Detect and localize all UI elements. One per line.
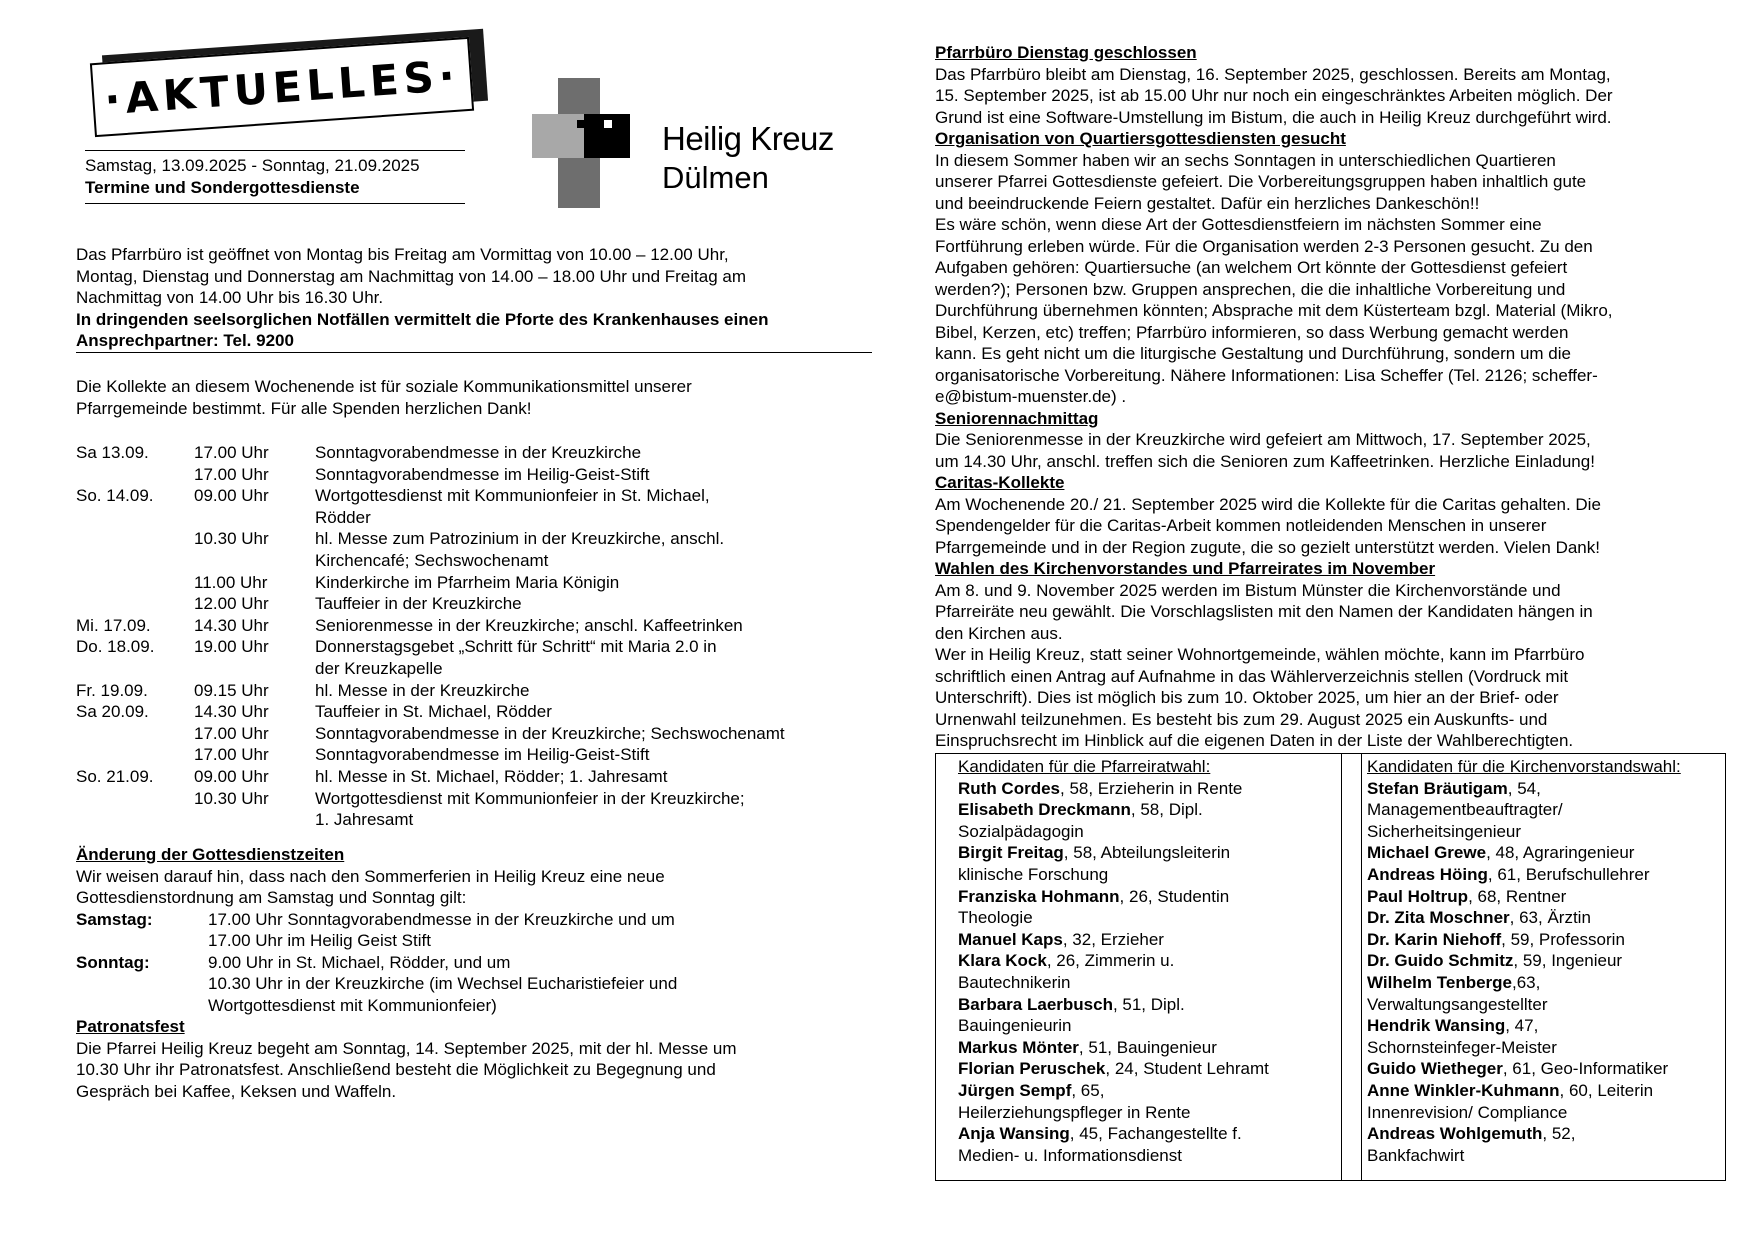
candidate-details: klinische Forschung bbox=[958, 864, 1109, 884]
aenderung-row bbox=[76, 930, 876, 952]
candidate-line bbox=[958, 1145, 1318, 1167]
right-column bbox=[935, 42, 1725, 752]
patronat-line: Die Pfarrei Heilig Kreuz begeht am Sonntag, 14. September 2025, mit der hl. Messe um bbox=[76, 1038, 737, 1058]
candidate-name: Jürgen Sempf bbox=[958, 1080, 1072, 1100]
schedule-text: Wortgottesdienst mit Kommunionfeier in der Kreuzkirche; bbox=[315, 788, 745, 808]
candidate-name: Anne Winkler-Kuhmann bbox=[1367, 1080, 1560, 1100]
notice-line: e@bistum-muenster.de) . bbox=[935, 387, 1127, 406]
candidate-details: , 58, Abteilungsleiterin bbox=[1063, 843, 1231, 863]
schedule-row bbox=[76, 464, 876, 486]
candidate-details: Sicherheitsingenieur bbox=[1367, 821, 1522, 841]
candidate-details: Bautechnikerin bbox=[958, 972, 1071, 992]
schedule-time: 09.00 Uhr bbox=[194, 766, 269, 786]
aenderung-day-label bbox=[76, 973, 208, 995]
notice-line: und beeindruckende Feiern gestaltet. Dafür ein herzliches Dankeschön!! bbox=[935, 193, 1480, 213]
notice-line: Bibel, Kerzen, etc) treffen; Pfarrbüro informieren, so dass Werbung gemacht werden bbox=[935, 322, 1569, 342]
notice-title: Caritas-Kollekte bbox=[935, 473, 1065, 492]
schedule-row bbox=[76, 788, 876, 810]
schedule-text: Sonntagvorabendmesse in der Kreuzkirche bbox=[315, 443, 642, 462]
notice-line: den Kirchen aus. bbox=[935, 623, 1063, 643]
schedule-row bbox=[76, 442, 876, 464]
schedule-text: der Kreuzkapelle bbox=[315, 658, 443, 678]
notice-line: Aufgaben gehören: Quartiersuche (an welchem Ort könnte der Gottesdienst gefeiert bbox=[935, 258, 1568, 277]
candidate-details: , 51, Bauingenieur bbox=[1078, 1037, 1217, 1057]
aenderung-text: 10.30 Uhr in der Kreuzkirche (im Wechsel Eucharistiefeier und bbox=[208, 974, 678, 994]
candidate-line bbox=[1367, 1080, 1717, 1102]
candidate-details: , 26, Zimmerin u. bbox=[1046, 951, 1175, 971]
office-hours bbox=[76, 244, 876, 353]
emergency-line: Ansprechpartner: Tel. 9200 bbox=[76, 331, 294, 350]
notice-title: Organisation von Quartiersgottesdiensten gesucht bbox=[935, 129, 1346, 148]
candidate-name: Michael Grewe bbox=[1367, 843, 1487, 863]
candidate-line bbox=[1367, 1145, 1717, 1167]
candidate-details: , 60, Leiterin bbox=[1559, 1080, 1654, 1100]
notice-line: In diesem Sommer haben wir an sechs Sonntagen in unterschiedlichen Quartieren bbox=[935, 150, 1556, 170]
candidate-line bbox=[1367, 821, 1717, 843]
schedule-day bbox=[76, 723, 194, 745]
candidate-details: , 48, Agraringenieur bbox=[1486, 843, 1635, 863]
candidate-details: Heilerziehungspfleger in Rente bbox=[958, 1102, 1191, 1122]
candidate-line bbox=[1367, 886, 1717, 908]
office-hours-line: Nachmittag von 14.00 Uhr bis 16.30 Uhr. bbox=[76, 288, 384, 307]
notice-line: Fortführung erleben würde. Für die Organisation werden 2-3 Personen gesucht. Zu den bbox=[935, 236, 1593, 256]
candidate-line bbox=[1367, 907, 1717, 929]
aenderung-text: 9.00 Uhr in St. Michael, Rödder, und um bbox=[208, 952, 511, 972]
candidate-name: Andreas Höing bbox=[1367, 864, 1488, 884]
candidate-name: Dr. Karin Niehoff bbox=[1367, 929, 1502, 949]
aenderung-day-label: Sonntag: bbox=[76, 952, 150, 972]
candidate-line bbox=[958, 864, 1318, 886]
cross-logo-icon bbox=[532, 78, 652, 208]
schedule-time: 17.00 Uhr bbox=[194, 723, 269, 743]
aenderung-title: Änderung der Gottesdienstzeiten bbox=[76, 845, 345, 864]
candidate-line bbox=[958, 1037, 1318, 1059]
schedule-time bbox=[194, 507, 315, 529]
candidate-details: , 32, Erzieher bbox=[1062, 929, 1164, 949]
notice-line: kann. Es geht nicht um die liturgische Gestaltung und Durchführung, sondern um die bbox=[935, 344, 1571, 363]
candidate-line bbox=[958, 886, 1318, 908]
schedule-day: Mi. 17.09. bbox=[76, 615, 151, 635]
date-range-box bbox=[85, 150, 465, 204]
schedule-day bbox=[76, 593, 194, 615]
candidate-details: , 47, bbox=[1505, 1016, 1539, 1036]
aenderung-row bbox=[76, 909, 876, 931]
candidate-name: Hendrik Wansing bbox=[1367, 1016, 1506, 1036]
logo-city: Dülmen bbox=[662, 160, 769, 195]
schedule-row bbox=[76, 658, 876, 680]
notice-line: unserer Pfarrei Gottesdienste gefeiert. Die Vorbereitungsgruppen haben inhaltlich gute bbox=[935, 172, 1587, 191]
notice-line: Am 8. und 9. November 2025 werden im Bistum Münster die Kirchenvorstände und bbox=[935, 580, 1561, 600]
notice-line: Pfarreiräte neu gewählt. Die Vorschlagslisten mit den Namen der Kandidaten hängen in bbox=[935, 602, 1593, 621]
schedule-time: 14.30 Uhr bbox=[194, 702, 269, 722]
schedule-time: 10.30 Uhr bbox=[194, 788, 269, 808]
aenderung-intro-line: Wir weisen darauf hin, dass nach den Sommerferien in Heilig Kreuz eine neue bbox=[76, 866, 665, 886]
notice-section bbox=[935, 408, 1725, 473]
candidate-line bbox=[958, 972, 1318, 994]
kirchenvorstand-candidates bbox=[1367, 756, 1717, 1166]
schedule-day bbox=[76, 744, 194, 766]
candidate-line bbox=[1367, 1123, 1717, 1145]
schedule-time: 14.30 Uhr bbox=[194, 615, 269, 635]
table-divider bbox=[1361, 754, 1362, 1180]
candidate-details: , 26, Studentin bbox=[1119, 886, 1230, 906]
candidate-details: , 61, Berufschullehrer bbox=[1487, 864, 1650, 884]
candidate-details: Schornsteinfeger-Meister bbox=[1367, 1037, 1557, 1057]
schedule-time: 17.00 Uhr bbox=[194, 464, 269, 484]
schedule-time bbox=[194, 658, 315, 680]
candidate-line bbox=[1367, 1037, 1717, 1059]
stamp-text: ·AKTUELLES· bbox=[102, 50, 462, 124]
schedule-time: 09.15 Uhr bbox=[194, 680, 269, 700]
notice-line: Urnenwahl teilzunehmen. Es besteht bis zum 29. August 2025 ein Auskunfts- und bbox=[935, 709, 1548, 729]
candidate-details: , 68, Rentner bbox=[1468, 886, 1567, 906]
candidate-line bbox=[1367, 778, 1717, 800]
candidate-details: , 54, bbox=[1507, 778, 1541, 798]
notice-line: Grund ist eine Software-Umstellung im Bistum, die auch in Heilig Kreuz durchgeführt wird. bbox=[935, 107, 1612, 127]
patronat-line: Gespräch bei Kaffee, Keksen und Waffeln. bbox=[76, 1081, 397, 1101]
schedule-text: Sonntagvorabendmesse im Heilig-Geist-Stift bbox=[315, 745, 650, 765]
candidate-line bbox=[1367, 929, 1717, 951]
candidate-details: , 58, Dipl. bbox=[1130, 800, 1203, 820]
candidate-line bbox=[958, 1015, 1318, 1037]
candidate-details: , 24, Student Lehramt bbox=[1105, 1059, 1269, 1079]
candidate-name: Andreas Wohlgemuth bbox=[1367, 1124, 1543, 1144]
aenderung-text: 17.00 Uhr Sonntagvorabendmesse in der Kreuzkirche und um bbox=[208, 909, 675, 929]
notice-line: 15. September 2025, ist ab 15.00 Uhr nur noch ein eingeschränktes Arbeiten möglich. Der bbox=[935, 86, 1613, 105]
schedule-day: Sa 13.09. bbox=[76, 443, 149, 462]
candidate-line bbox=[1367, 950, 1717, 972]
service-schedule bbox=[76, 442, 876, 831]
parish-logo bbox=[532, 78, 872, 208]
notice-line: schriftlich einen Antrag auf Aufnahme in das Wählerverzeichnis stellen (Vordruck mit bbox=[935, 666, 1569, 686]
schedule-day: Sa 20.09. bbox=[76, 702, 149, 722]
logo-name: Heilig Kreuz bbox=[662, 120, 834, 157]
notice-title: Seniorennachmittag bbox=[935, 408, 1099, 428]
schedule-row bbox=[76, 636, 876, 658]
notice-line: Die Seniorenmesse in der Kreuzkirche wird gefeiert am Mittwoch, 17. September 2025, bbox=[935, 430, 1591, 449]
schedule-row bbox=[76, 766, 876, 788]
patronat-title: Patronatsfest bbox=[76, 1017, 185, 1037]
kollekte-notice bbox=[76, 376, 876, 419]
schedule-text: Seniorenmesse in der Kreuzkirche; anschl. Kaffeetrinken bbox=[315, 615, 743, 635]
candidate-name: Elisabeth Dreckmann bbox=[958, 800, 1131, 820]
schedule-time bbox=[194, 809, 315, 831]
schedule-day: So. 21.09. bbox=[76, 766, 154, 786]
candidate-line bbox=[1367, 972, 1717, 994]
candidate-line bbox=[958, 994, 1318, 1016]
candidate-line bbox=[958, 929, 1318, 951]
candidate-name: Stefan Bräutigam bbox=[1367, 778, 1508, 798]
candidate-line bbox=[1367, 994, 1717, 1016]
notice-section bbox=[935, 42, 1725, 128]
candidate-line bbox=[958, 778, 1318, 800]
section-subtitle: Termine und Sondergottesdienste bbox=[85, 178, 360, 197]
candidate-line bbox=[958, 907, 1318, 929]
candidate-name: Anja Wansing bbox=[958, 1124, 1070, 1144]
notice-section bbox=[935, 128, 1725, 408]
candidate-name: Dr. Guido Schmitz bbox=[1367, 951, 1514, 971]
candidate-line bbox=[1367, 799, 1717, 821]
schedule-day bbox=[76, 507, 194, 529]
candidate-line bbox=[1367, 1058, 1717, 1080]
candidate-line bbox=[958, 799, 1318, 821]
candidate-line bbox=[1367, 864, 1717, 886]
schedule-row bbox=[76, 572, 876, 594]
candidate-name: Wilhelm Tenberge bbox=[1367, 972, 1512, 992]
schedule-text: hl. Messe in der Kreuzkirche bbox=[315, 680, 530, 700]
candidate-details: Bankfachwirt bbox=[1367, 1145, 1465, 1165]
candidate-details: , 63, Ärztin bbox=[1509, 908, 1591, 928]
candidate-name: Paul Holtrup bbox=[1367, 886, 1469, 906]
schedule-text: Sonntagvorabendmesse im Heilig-Geist-Stift bbox=[315, 464, 650, 484]
candidate-details: , 51, Dipl. bbox=[1112, 994, 1185, 1014]
schedule-time: 10.30 Uhr bbox=[194, 529, 269, 549]
schedule-row bbox=[76, 723, 876, 745]
candidate-line bbox=[1367, 1015, 1717, 1037]
kirchenvorstand-header: Kandidaten für die Kirchenvorstandswahl: bbox=[1367, 757, 1681, 776]
date-range: Samstag, 13.09.2025 - Sonntag, 21.09.2025 bbox=[85, 156, 420, 175]
candidate-name: Guido Wietheger bbox=[1367, 1059, 1503, 1079]
candidate-line bbox=[958, 821, 1318, 843]
schedule-text: Wortgottesdienst mit Kommunionfeier in St. Michael, bbox=[315, 486, 710, 506]
schedule-day bbox=[76, 658, 194, 680]
schedule-time: 19.00 Uhr bbox=[194, 637, 269, 657]
candidate-line bbox=[958, 950, 1318, 972]
candidate-line bbox=[1367, 1102, 1717, 1124]
emergency-notice bbox=[76, 309, 872, 353]
candidate-details: Theologie bbox=[958, 908, 1033, 928]
notice-title: Pfarrbüro Dienstag geschlossen bbox=[935, 43, 1197, 62]
kollekte-line: Pfarrgemeinde bestimmt. Für alle Spenden herzlichen Dank! bbox=[76, 398, 532, 418]
notice-line: werden?); Personen bzw. Gruppen ansprechen, die die inhaltliche Vorbereitung und bbox=[935, 279, 1566, 299]
candidate-name: Florian Peruschek bbox=[958, 1059, 1106, 1079]
schedule-row bbox=[76, 701, 876, 723]
schedule-day bbox=[76, 464, 194, 486]
aenderung-row bbox=[76, 952, 876, 974]
schedule-text: Tauffeier in St. Michael, Rödder bbox=[315, 702, 552, 722]
candidate-line bbox=[958, 1058, 1318, 1080]
schedule-row bbox=[76, 593, 876, 615]
schedule-row bbox=[76, 680, 876, 702]
notice-section bbox=[935, 472, 1725, 558]
schedule-row bbox=[76, 550, 876, 572]
schedule-text: Donnerstagsgebet „Schritt für Schritt“ mit Maria 2.0 in bbox=[315, 637, 717, 657]
schedule-text: hl. Messe zum Patrozinium in der Kreuzkirche, anschl. bbox=[315, 529, 725, 549]
schedule-time bbox=[194, 550, 315, 572]
aenderung-intro-line: Gottesdienstordnung am Samstag und Sonntag gilt: bbox=[76, 888, 467, 907]
schedule-row bbox=[76, 528, 876, 550]
aenderung-day-label bbox=[76, 930, 208, 952]
schedule-day: Fr. 19.09. bbox=[76, 680, 148, 700]
candidate-name: Ruth Cordes bbox=[958, 778, 1060, 798]
candidate-name: Dr. Zita Moschner bbox=[1367, 908, 1510, 928]
table-divider bbox=[1341, 754, 1342, 1180]
notice-line: Unterschrift). Dies ist möglich bis zum 10. Oktober 2025, um hier an der Brief- oder bbox=[935, 688, 1559, 707]
notice-title: Wahlen des Kirchenvorstandes und Pfarreirates im November bbox=[935, 559, 1436, 578]
schedule-day bbox=[76, 788, 194, 810]
schedule-row bbox=[76, 485, 876, 507]
notice-line: organisatorische Vorbereitung. Nähere Informationen: Lisa Scheffer (Tel. 2126; scheffer- bbox=[935, 365, 1598, 385]
candidate-line bbox=[958, 1102, 1318, 1124]
candidate-details: , 59, Professorin bbox=[1501, 929, 1625, 949]
candidate-details: , 59, Ingenieur bbox=[1513, 951, 1623, 971]
schedule-text: hl. Messe in St. Michael, Rödder; 1. Jahresamt bbox=[315, 766, 668, 786]
candidate-name: Klara Kock bbox=[958, 951, 1047, 971]
candidate-line bbox=[958, 842, 1318, 864]
schedule-day: Do. 18.09. bbox=[76, 637, 155, 657]
schedule-day bbox=[76, 528, 194, 550]
candidate-line bbox=[958, 1123, 1318, 1145]
schedule-row bbox=[76, 507, 876, 529]
schedule-time: 12.00 Uhr bbox=[194, 594, 269, 614]
schedule-day bbox=[76, 809, 194, 831]
schedule-row bbox=[76, 615, 876, 637]
notice-line: Einspruchsrecht im Hinblick auf die eigenen Daten in der Liste der Wahlberechtigten. bbox=[935, 731, 1574, 750]
aenderung-text: Wortgottesdienst mit Kommunionfeier) bbox=[208, 995, 497, 1015]
notice-line: Pfarrgemeinde und in der Region zugute, die so gezielt unterstützt werden. Vielen Dank! bbox=[935, 537, 1600, 557]
schedule-day bbox=[76, 550, 194, 572]
aenderung-day-label: Samstag: bbox=[76, 909, 153, 929]
schedule-text: Sonntagvorabendmesse in der Kreuzkirche; Sechswochenamt bbox=[315, 723, 785, 743]
emergency-line: In dringenden seelsorglichen Notfällen vermittelt die Pforte des Krankenhauses einen bbox=[76, 309, 769, 329]
schedule-text: Tauffeier in der Kreuzkirche bbox=[315, 594, 522, 614]
office-hours-line: Das Pfarrbüro ist geöffnet von Montag bis Freitag am Vormittag von 10.00 – 12.00 Uhr, bbox=[76, 245, 729, 264]
patronat-line: 10.30 Uhr ihr Patronatsfest. Anschließend besteht die Möglichkeit zu Begegnung und bbox=[76, 1060, 716, 1080]
candidate-details: ,63, bbox=[1512, 972, 1541, 992]
notice-line: Es wäre schön, wenn diese Art der Gottesdienstfeiern im nächsten Sommer eine bbox=[935, 215, 1542, 234]
notice-section bbox=[935, 558, 1725, 752]
candidates-table bbox=[935, 753, 1726, 1181]
candidate-line bbox=[958, 1080, 1318, 1102]
schedule-text: Kinderkirche im Pfarrheim Maria Königin bbox=[315, 572, 620, 592]
schedule-time: 17.00 Uhr bbox=[194, 443, 269, 462]
notice-line: um 14.30 Uhr, anschl. treffen sich die Senioren zum Kaffeetrinken. Herzliche Einladung! bbox=[935, 451, 1595, 471]
notice-line: Durchführung übernehmen könnten; Absprache mit dem Küsterteam bzgl. Material (Mikro, bbox=[935, 301, 1613, 320]
notice-line: Das Pfarrbüro bleibt am Dienstag, 16. September 2025, geschlossen. Bereits am Montag, bbox=[935, 64, 1611, 84]
candidate-name: Birgit Freitag bbox=[958, 843, 1064, 863]
schedule-time: 17.00 Uhr bbox=[194, 745, 269, 765]
candidate-name: Franziska Hohmann bbox=[958, 886, 1120, 906]
candidate-details: Verwaltungsangestellter bbox=[1367, 994, 1548, 1014]
candidate-details: Innenrevision/ Compliance bbox=[1367, 1102, 1568, 1122]
candidate-details: Bauingenieurin bbox=[958, 1016, 1072, 1036]
schedule-row bbox=[76, 809, 876, 831]
aenderung-row bbox=[76, 995, 876, 1017]
candidate-details: , 45, Fachangestellte f. bbox=[1069, 1124, 1242, 1144]
schedule-time: 09.00 Uhr bbox=[194, 486, 269, 506]
notice-line: Am Wochenende 20./ 21. September 2025 wird die Kollekte für die Caritas gehalten. Die bbox=[935, 494, 1601, 514]
schedule-text: Rödder bbox=[315, 507, 371, 527]
schedule-text: 1. Jahresamt bbox=[315, 810, 414, 830]
schedule-text: Kirchencafé; Sechswochenamt bbox=[315, 550, 549, 570]
schedule-day bbox=[76, 572, 194, 594]
candidate-details: , 58, Erzieherin in Rente bbox=[1060, 778, 1243, 798]
candidate-details: , 65, bbox=[1071, 1080, 1105, 1100]
aenderung-row bbox=[76, 973, 876, 995]
schedule-day: So. 14.09. bbox=[76, 486, 154, 506]
candidate-details: Sozialpädagogin bbox=[958, 821, 1084, 841]
pfarreirat-candidates bbox=[958, 756, 1318, 1166]
notice-line: Spendengelder für die Caritas-Arbeit kommen notleidenden Menschen in unserer bbox=[935, 516, 1547, 535]
aenderung-rows bbox=[76, 909, 876, 1017]
office-hours-line: Montag, Dienstag und Donnerstag am Nachmittag von 14.00 – 18.00 Uhr und Freitag am bbox=[76, 266, 746, 286]
schedule-time: 11.00 Uhr bbox=[194, 572, 268, 592]
aktuelles-stamp bbox=[92, 44, 492, 128]
candidate-details: Managementbeauftragter/ bbox=[1367, 800, 1563, 820]
aenderung-text: 17.00 Uhr im Heilig Geist Stift bbox=[208, 931, 431, 951]
candidate-details: Medien- u. Informationsdienst bbox=[958, 1145, 1182, 1165]
pfarreirat-header: Kandidaten für die Pfarreiratwahl: bbox=[958, 757, 1211, 776]
candidate-details: , 52, bbox=[1542, 1124, 1576, 1144]
service-time-changes bbox=[76, 844, 876, 1102]
candidate-name: Manuel Kaps bbox=[958, 929, 1063, 949]
candidate-name: Barbara Laerbusch bbox=[958, 994, 1113, 1014]
aenderung-day-label bbox=[76, 995, 208, 1017]
notice-line: Wer in Heilig Kreuz, statt seiner Wohnortgemeinde, wählen möchte, kann im Pfarrbüro bbox=[935, 645, 1585, 664]
candidate-line bbox=[1367, 842, 1717, 864]
candidate-name: Markus Mönter bbox=[958, 1037, 1079, 1057]
schedule-row bbox=[76, 744, 876, 766]
kollekte-line: Die Kollekte an diesem Wochenende ist für soziale Kommunikationsmittel unserer bbox=[76, 377, 692, 396]
candidate-details: , 61, Geo-Informatiker bbox=[1502, 1059, 1669, 1079]
